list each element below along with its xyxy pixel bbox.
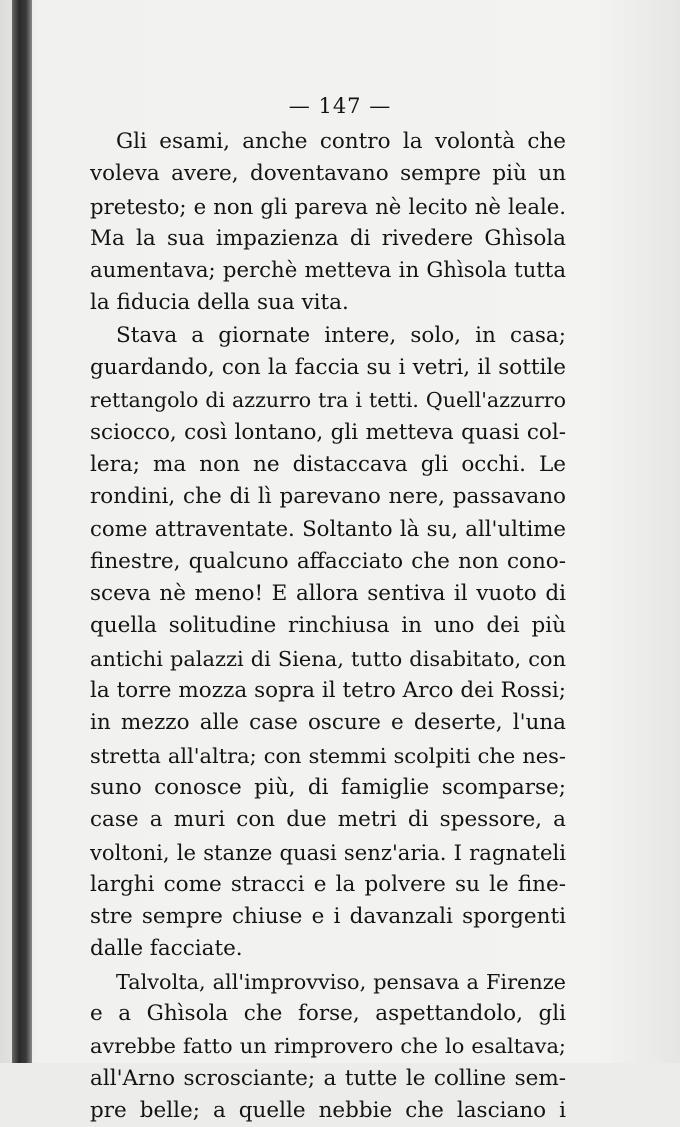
text-line: larghi come stracci e la polvere su le fine-: [90, 871, 566, 897]
text-line: sciocco, così lontano, gli metteva quasi col-: [90, 419, 566, 445]
text-line: rettangolo di azzurro tra i tetti. Quell'azzurro: [90, 388, 566, 413]
text-line: case a muri con due metri di spessore, a: [90, 807, 566, 833]
text-line: pretesto; e non gli pareva nè lecito nè leale.: [90, 193, 566, 219]
page-number: — 147 —: [288, 94, 392, 118]
text-line: finestre, qualcuno affacciato che non cono-: [90, 548, 566, 574]
text-line: Stava a giornate intere, solo, in casa;: [116, 322, 566, 348]
text-line: voltoni, le stanze quasi senz'aria. I ragnateli: [90, 839, 566, 865]
text-line: la torre mozza sopra il tetro Arco dei Rossi;: [90, 678, 566, 704]
text-line: avrebbe fatto un rimprovero che lo esaltava;: [90, 1034, 566, 1059]
text-line: voleva avere, doventavano sempre più un: [90, 161, 566, 187]
text-line: all'Arno scrosciante; a tutte le colline sem-: [90, 1065, 566, 1091]
text-line: rondini, che di lì parevano nere, passavano: [90, 484, 566, 510]
text-line: guardando, con la faccia su i vetri, il sottile: [90, 355, 566, 381]
text-line: in mezzo alle case oscure e deserte, l'una: [90, 710, 566, 736]
text-line: Gli esami, anche contro la volontà che: [116, 129, 566, 154]
text-line: stretta all'altra; con stemmi scolpiti che nes-: [90, 743, 566, 768]
text-line: Talvolta, all'improvviso, pensava a Firenze: [116, 969, 566, 994]
text-line: stre sempre chiuse e i davanzali sporgenti: [90, 904, 566, 930]
text-line: dalle facciate.: [90, 936, 243, 962]
text-line: la fiducia della sua vita.: [90, 290, 349, 316]
text-line: suno conosce più, di famiglie scomparse;: [90, 774, 566, 800]
text-line: antichi palazzi di Siena, tutto disabitato, con: [90, 646, 566, 671]
text-line: sceva nè meno! E allora sentiva il vuoto di: [90, 581, 566, 607]
text-line: come attraventate. Soltanto là su, all'ultime: [90, 516, 566, 542]
text-line: lera; ma non ne distaccava gli occhi. Le: [90, 451, 566, 477]
body-text: [90, 126, 566, 1127]
text-line: Ma la sua impazienza di rivedere Ghìsola: [90, 225, 566, 251]
text-line: e a Ghìsola che forse, aspettandolo, gli: [90, 1001, 566, 1027]
text-line: quella solitudine rinchiusa in uno dei più: [90, 613, 566, 639]
text-line: pre belle; a quelle nebbie che lasciano i: [90, 1097, 566, 1123]
book-spine-shadow: [12, 0, 32, 1063]
text-line: aumentava; perchè metteva in Ghìsola tutta: [90, 258, 566, 284]
